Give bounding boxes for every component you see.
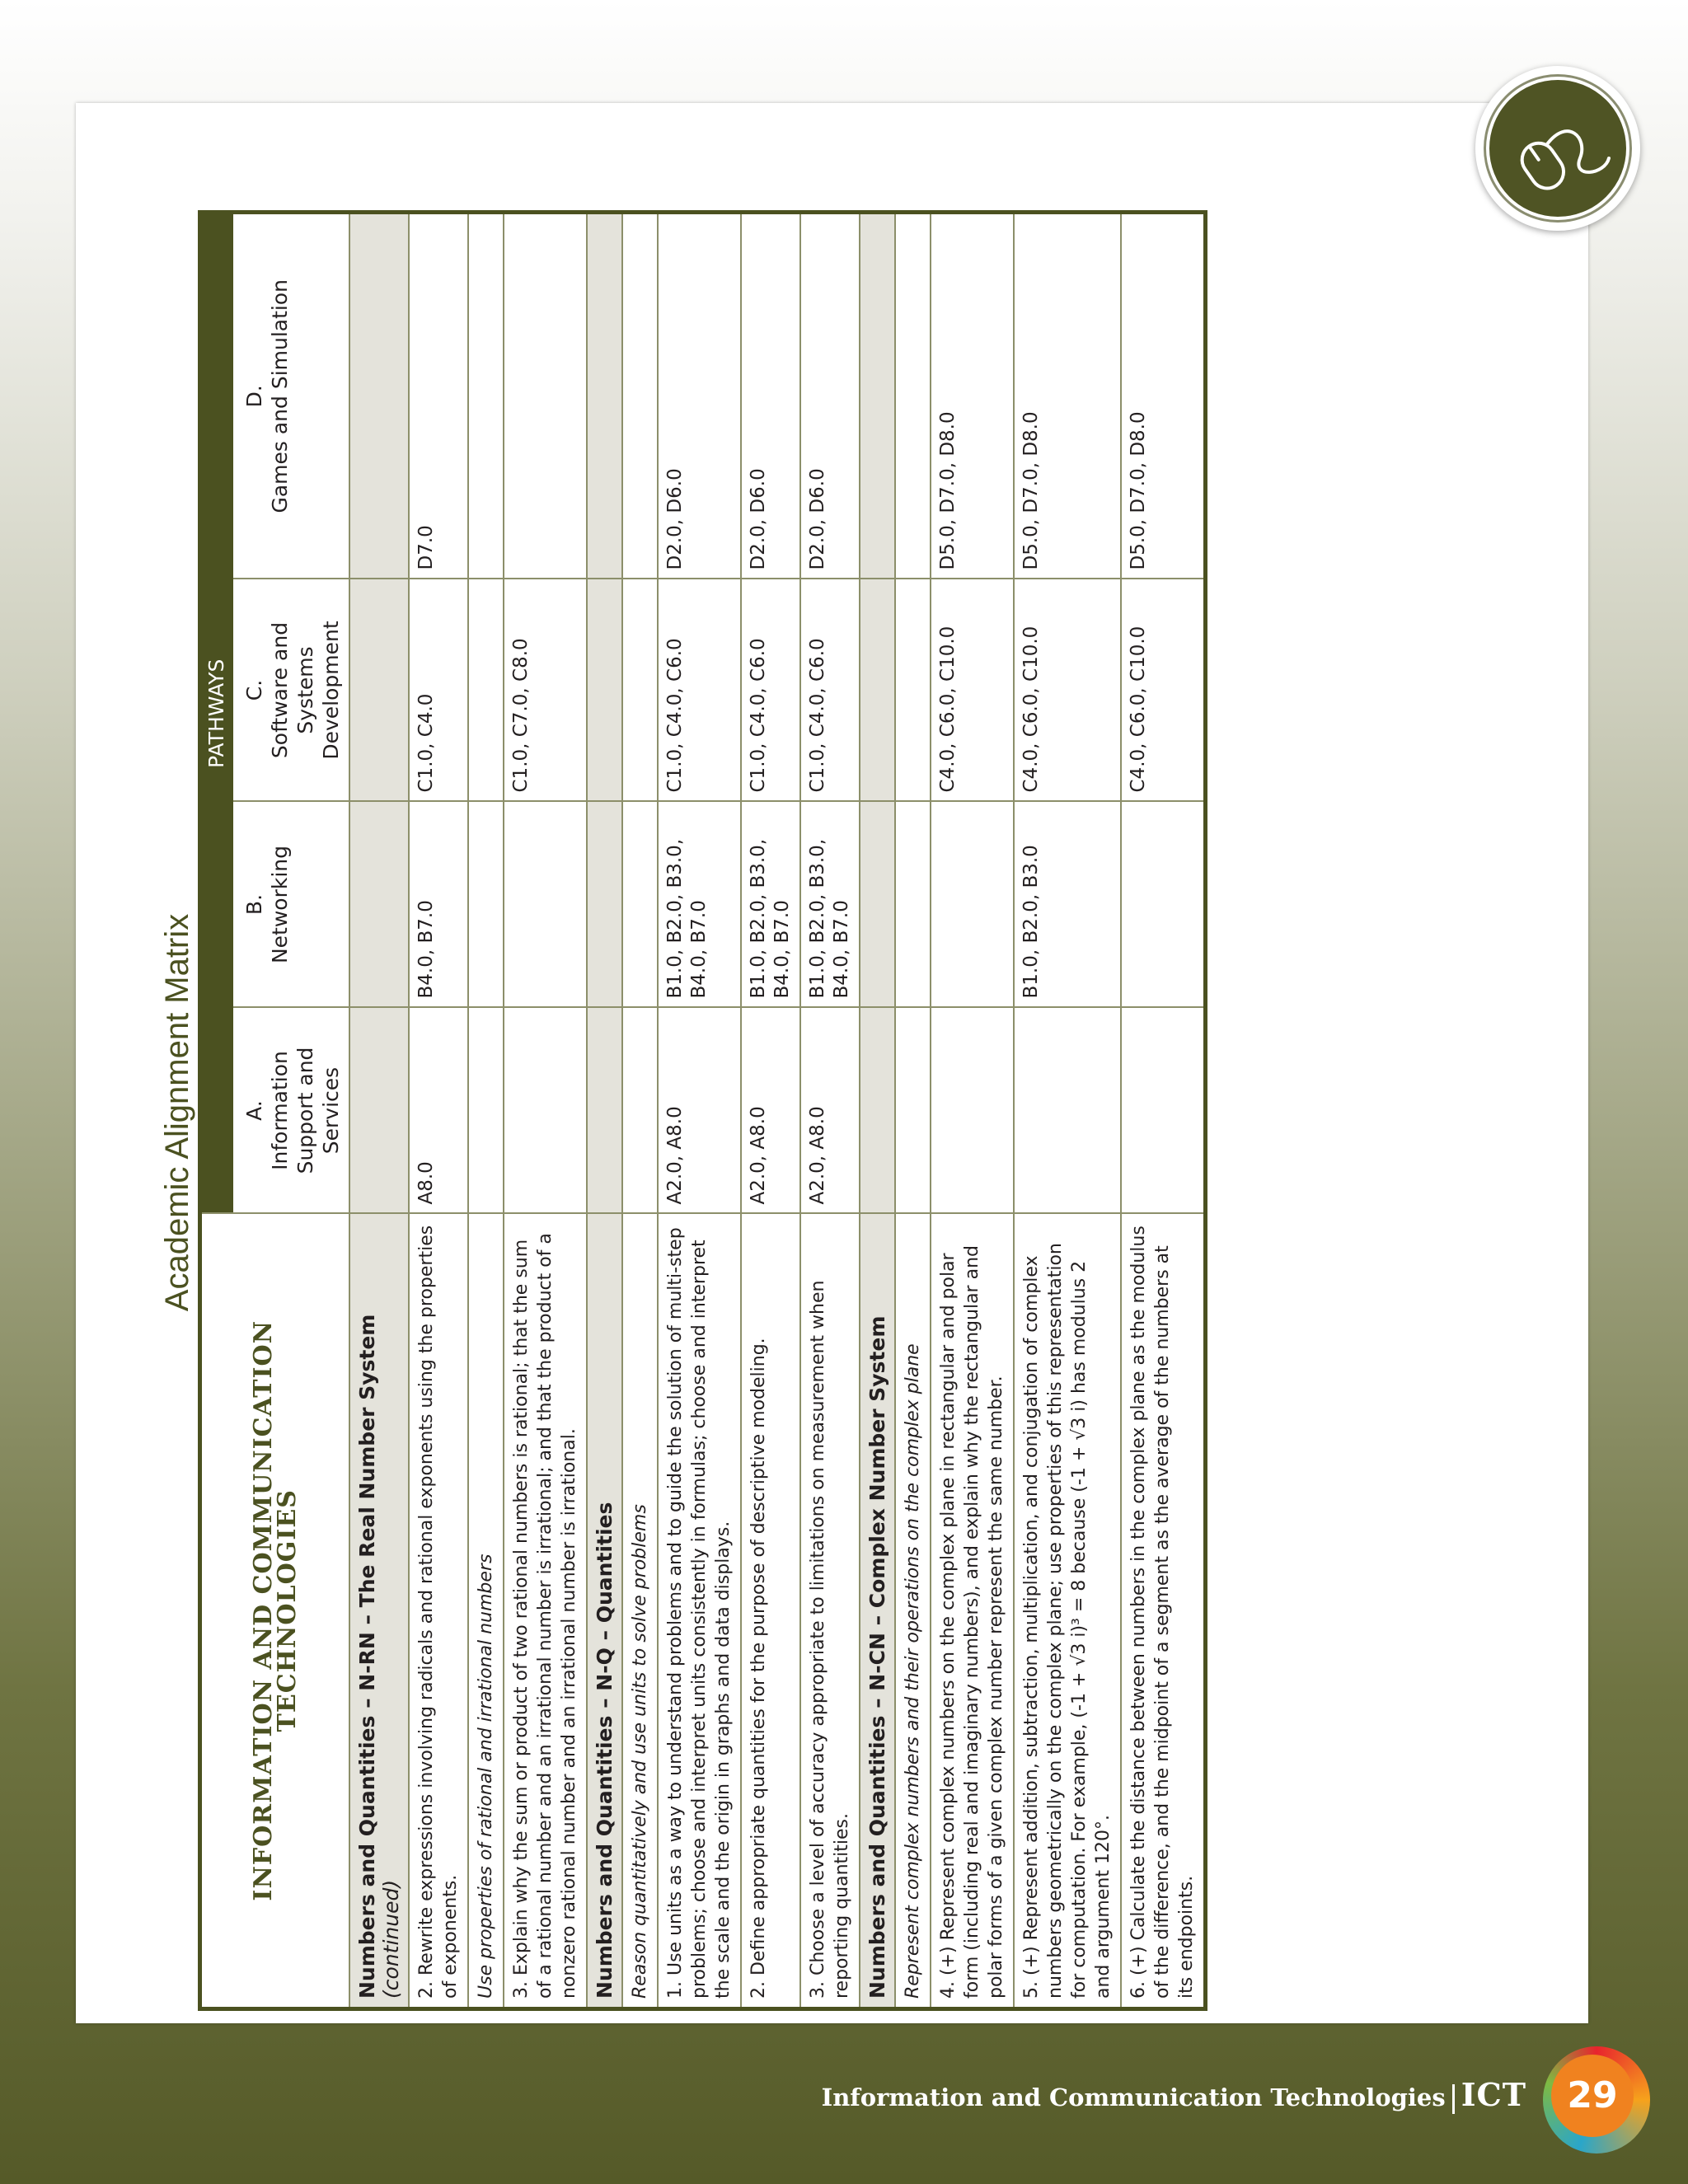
empty-cell <box>860 579 895 802</box>
pathway-d-value: D5.0, D7.0, D8.0 <box>1121 213 1206 579</box>
standards-header: INFORMATION AND COMMUNICATION TECHNOLOGIES <box>200 1214 350 2009</box>
empty-cell <box>622 802 658 1008</box>
empty-cell <box>895 1008 931 1214</box>
rotated-content <box>152 206 1504 2019</box>
standard-text: 1. Use units as a way to understand problems and to guide the solution of multi-step problems; choose and interpret units consistently in formulas; choose and interpret the scale and the origin in graphs and data displays. <box>658 1214 741 2009</box>
empty-cell <box>860 802 895 1008</box>
pathway-a-value: A2.0, A8.0 <box>658 1008 741 1214</box>
section-row <box>587 213 622 2009</box>
empty-cell <box>587 802 622 1008</box>
standard-row <box>504 213 587 2009</box>
pathway-b-value: B4.0, B7.0 <box>409 802 468 1008</box>
pathway-c-value: C1.0, C4.0, C6.0 <box>800 579 860 802</box>
empty-cell <box>587 213 622 579</box>
pathway-d-value <box>504 213 587 579</box>
empty-cell <box>587 579 622 802</box>
pathway-a-value: A2.0, A8.0 <box>800 1008 860 1214</box>
pathway-c-value: C4.0, C6.0, C10.0 <box>931 579 1014 802</box>
pathway-name: Networking <box>268 845 292 964</box>
pathway-b-value <box>931 802 1014 1008</box>
section-heading <box>860 1214 895 2009</box>
standard-text: 2. Rewrite expressions involving radicals and rational exponents using the properties of exponents. <box>409 1214 468 2009</box>
heading-text: Represent complex numbers and their operations on the complex plane <box>903 1343 923 1999</box>
subsection-heading <box>895 1214 931 2009</box>
section-row <box>860 213 895 2009</box>
page-title: Academic Alignment Matrix <box>159 913 195 1312</box>
empty-cell <box>622 213 658 579</box>
subsection-row <box>895 213 931 2009</box>
pathway-a-value <box>504 1008 587 1214</box>
standard-row <box>658 213 741 2009</box>
page-number: 29 <box>1551 2055 1634 2137</box>
empty-cell <box>468 213 504 579</box>
pathway-c-value: C1.0, C4.0, C6.0 <box>741 579 800 802</box>
pathway-c-value: C1.0, C4.0, C6.0 <box>658 579 741 802</box>
pathway-letter: C. <box>242 679 266 701</box>
heading-text: Reason quantitatively and use units to solve problems <box>630 1504 650 1999</box>
standard-text: 3. Explain why the sum or product of two rational numbers is rational; that the sum of a rational number and an irrational number is irrational; and that the product of a nonzero rational number and an irrational number is irrational. <box>504 1214 587 2009</box>
subsection-heading <box>622 1214 658 2009</box>
pathway-d-value: D5.0, D7.0, D8.0 <box>1014 213 1121 579</box>
empty-cell <box>349 802 409 1008</box>
standard-row <box>1014 213 1121 2009</box>
pathway-c-value: C1.0, C4.0 <box>409 579 468 802</box>
standard-text: 5. (+) Represent addition, subtraction, multiplication, and conjugation of complex numbers geometrically on the complex plane; use properties of this representation for computation. For example, (-1 + √3 i)³ = 8 because (-1 + √3 i) has modulus 2 and argument 120°. <box>1014 1214 1121 2009</box>
pathway-column-header <box>232 802 349 1008</box>
standard-row <box>409 213 468 2009</box>
heading-text: Numbers and Quantities – N-Q – Quantities <box>593 1502 617 1999</box>
pathway-b-value <box>504 802 587 1008</box>
empty-cell <box>349 1008 409 1214</box>
pathway-letter: D. <box>242 385 266 408</box>
pathway-d-value: D2.0, D6.0 <box>741 213 800 579</box>
pathway-b-value: B1.0, B2.0, B3.0, B4.0, B7.0 <box>658 802 741 1008</box>
pathway-name: Information Support and Services <box>268 1047 343 1174</box>
standard-text: 4. (+) Represent complex numbers on the complex plane in rectangular and polar form (including real and imaginary numbers), and explain why the rectangular and polar forms of a given complex number represent the same number. <box>931 1214 1014 2009</box>
pathways-header: PATHWAYS <box>200 213 233 1214</box>
standard-text: 2. Define appropriate quantities for the purpose of descriptive modeling. <box>741 1214 800 2009</box>
pathway-b-value <box>1121 802 1206 1008</box>
subsection-row <box>468 213 504 2009</box>
pathway-d-value: D2.0, D6.0 <box>658 213 741 579</box>
pathway-b-value: B1.0, B2.0, B3.0, B4.0, B7.0 <box>741 802 800 1008</box>
matrix-body <box>349 213 1206 2009</box>
computer-mouse-icon <box>1489 80 1626 217</box>
pathway-c-value: C1.0, C7.0, C8.0 <box>504 579 587 802</box>
empty-cell <box>468 802 504 1008</box>
pathway-a-value <box>1121 1008 1206 1214</box>
empty-cell <box>895 213 931 579</box>
pathway-a-value <box>1014 1008 1121 1214</box>
heading-text: Use properties of rational and irrational numbers <box>476 1554 496 1999</box>
standard-row <box>800 213 860 2009</box>
footer-abbr: ICT <box>1461 2076 1526 2113</box>
empty-cell <box>349 579 409 802</box>
empty-cell <box>349 213 409 579</box>
pathway-column-header <box>232 213 349 579</box>
pathway-c-value: C4.0, C6.0, C10.0 <box>1014 579 1121 802</box>
empty-cell <box>468 1008 504 1214</box>
standard-row <box>1121 213 1206 2009</box>
pathway-name: Games and Simulation <box>268 279 292 513</box>
empty-cell <box>860 1008 895 1214</box>
standard-text: 6. (+) Calculate the distance between numbers in the complex plane as the modulus of the difference, and the midpoint of a segment as the average of the numbers at its endpoints. <box>1121 1214 1206 2009</box>
standard-text: 3. Choose a level of accuracy appropriate to limitations on measurement when reporting quantities. <box>800 1214 860 2009</box>
subsection-heading <box>468 1214 504 2009</box>
empty-cell <box>622 1008 658 1214</box>
pathway-d-value: D2.0, D6.0 <box>800 213 860 579</box>
pathway-d-value: D7.0 <box>409 213 468 579</box>
empty-cell <box>860 213 895 579</box>
footer-text: Information and Communication Technologies <box>821 2083 1446 2111</box>
alignment-matrix-table <box>198 210 1207 2011</box>
subsection-row <box>622 213 658 2009</box>
pathway-letter: A. <box>242 1100 266 1121</box>
heading-text: Numbers and Quantities – N-RN – The Real Number System <box>355 1314 379 1999</box>
page-number-badge <box>1543 2046 1650 2154</box>
empty-cell <box>895 802 931 1008</box>
pathway-column-header <box>232 1008 349 1214</box>
pathway-d-value: D5.0, D7.0, D8.0 <box>931 213 1014 579</box>
continued-note: (continued) <box>379 1879 403 1999</box>
empty-cell <box>622 579 658 802</box>
pathway-c-value: C4.0, C6.0, C10.0 <box>1121 579 1206 802</box>
ict-badge <box>1486 77 1629 220</box>
standard-row <box>741 213 800 2009</box>
footer <box>822 2077 1526 2113</box>
footer-divider <box>1452 2084 1455 2114</box>
pathway-name: Software and Systems Development <box>268 621 343 760</box>
empty-cell <box>468 579 504 802</box>
pathways-header-row <box>200 213 233 2009</box>
pathway-a-value <box>931 1008 1014 1214</box>
pathway-a-value: A8.0 <box>409 1008 468 1214</box>
section-heading <box>349 1214 409 2009</box>
empty-cell <box>587 1008 622 1214</box>
pathway-b-value: B1.0, B2.0, B3.0, B4.0, B7.0 <box>800 802 860 1008</box>
pathway-b-value: B1.0, B2.0, B3.0 <box>1014 802 1121 1008</box>
heading-text: Numbers and Quantities – N-CN – Complex Number System <box>865 1315 889 1999</box>
section-heading <box>587 1214 622 2009</box>
pathway-letter: B. <box>242 893 266 916</box>
section-row <box>349 213 409 2009</box>
pathway-a-value: A2.0, A8.0 <box>741 1008 800 1214</box>
pathway-column-header <box>232 579 349 802</box>
standard-row <box>931 213 1014 2009</box>
empty-cell <box>895 579 931 802</box>
